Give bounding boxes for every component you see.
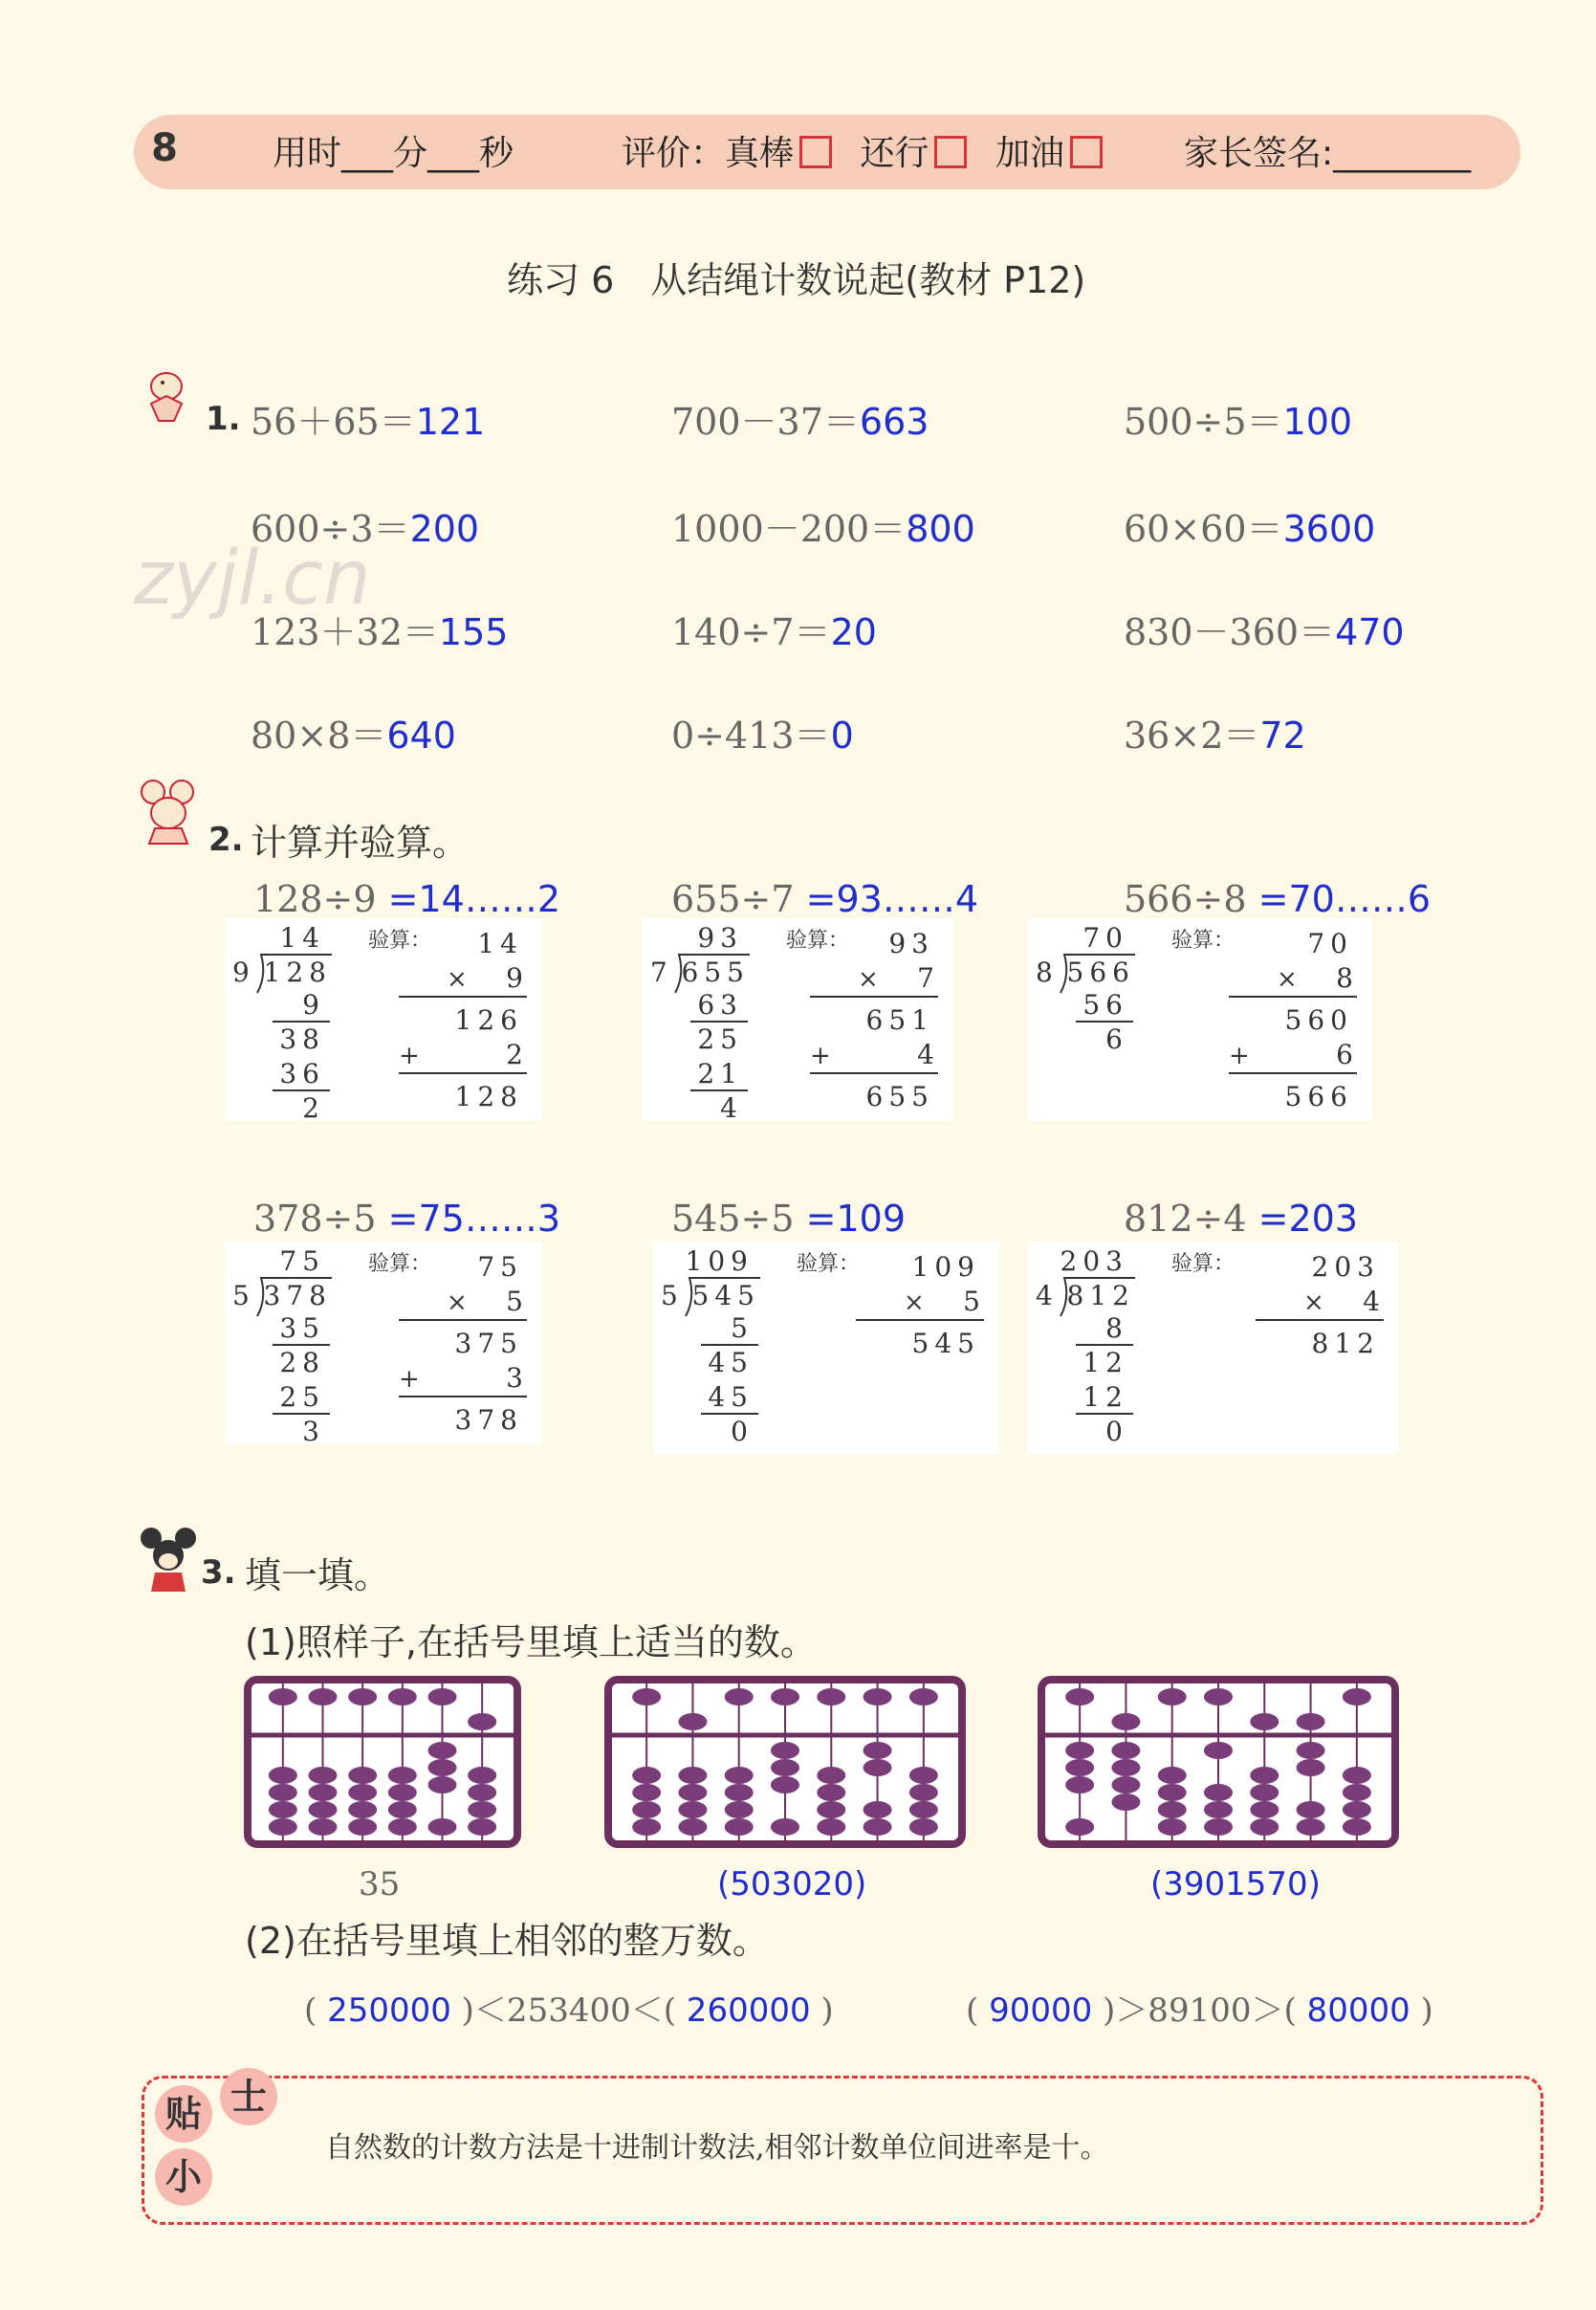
- check-value: 655: [865, 1081, 934, 1112]
- long-division-panel: [1028, 1242, 1399, 1454]
- abacus-lower-bead: [771, 1818, 799, 1836]
- q1-question: 60×60＝: [1124, 508, 1283, 550]
- abacus-upper-bead: [1343, 1688, 1371, 1705]
- q1-equation: [671, 603, 877, 655]
- q1-question: 80×8＝: [251, 715, 387, 757]
- abacus-lower-bead: [428, 1759, 457, 1776]
- check-value: 7: [917, 962, 934, 994]
- abacus-lower-bead: [309, 1818, 338, 1836]
- q1-equation: [1124, 603, 1405, 655]
- q1-answer: 640: [386, 715, 456, 757]
- paren-open: (: [1283, 1991, 1297, 2030]
- compare-row: [304, 1984, 834, 2031]
- abacus-lower-bead: [468, 1767, 496, 1784]
- abacus: [1038, 1676, 1399, 1848]
- abacus-lower-bead: [1204, 1742, 1233, 1759]
- abacus-upper-bead: [632, 1688, 661, 1705]
- abacus: [604, 1676, 966, 1848]
- check-times-icon: ×: [1303, 1288, 1324, 1317]
- check-label: 验算：: [1171, 1252, 1235, 1276]
- abacus-lower-bead: [1297, 1742, 1325, 1759]
- q2-answer: =93……4: [805, 878, 979, 920]
- q2-answer: =75……3: [387, 1198, 561, 1240]
- abacus-lower-bead: [817, 1767, 845, 1784]
- q1-question: 500÷5＝: [1124, 401, 1283, 443]
- abacus-lower-bead: [678, 1767, 707, 1784]
- division-step: 45: [708, 1347, 754, 1378]
- check-times-icon: ×: [447, 1288, 468, 1317]
- q2-question: 545÷5: [671, 1198, 806, 1240]
- abacus-lower-bead: [909, 1818, 938, 1836]
- division-step: 5: [731, 1312, 754, 1344]
- q2-question: 655÷7: [671, 878, 806, 920]
- page-number: 8: [151, 126, 178, 170]
- abacus-upper-bead: [678, 1713, 707, 1730]
- abacus-lower-bead: [1158, 1801, 1187, 1818]
- division-step: 2: [302, 1092, 325, 1121]
- division-step: 38: [279, 1023, 325, 1055]
- q1-equation: [251, 392, 485, 445]
- abacus-lower-bead: [1343, 1818, 1371, 1836]
- division-divisor: 7: [650, 957, 667, 988]
- check-value: 126: [454, 1004, 523, 1036]
- q1-answer: 200: [409, 508, 480, 550]
- abacus-lower-bead: [309, 1784, 338, 1801]
- abacus-label: (503020): [717, 1865, 867, 1903]
- abacus-lower-bead: [1297, 1818, 1325, 1836]
- q2-problem: [253, 878, 560, 920]
- abacus-lower-bead: [1343, 1767, 1371, 1784]
- q1-equation: [251, 603, 508, 655]
- division-step: 25: [697, 1023, 743, 1055]
- q2-problem: [1124, 1198, 1358, 1240]
- q2-title: 计算并验算。: [251, 822, 470, 864]
- check-value: 109: [911, 1251, 980, 1283]
- abacus-upper-bead: [1297, 1713, 1325, 1730]
- abacus-lower-bead: [1250, 1767, 1279, 1784]
- q1-equation: [251, 706, 456, 759]
- abacus-lower-bead: [1065, 1759, 1094, 1776]
- division-step: 45: [708, 1381, 754, 1413]
- abacus-upper-bead: [468, 1713, 496, 1730]
- paren-open: (: [304, 1991, 317, 2030]
- q1-question: 140÷7＝: [671, 611, 831, 653]
- check-value: 9: [506, 962, 523, 994]
- abacus-lower-bead: [864, 1801, 892, 1818]
- abacus-lower-bead: [1065, 1742, 1094, 1759]
- check-times-icon: ×: [858, 965, 879, 994]
- division-step: 6: [1105, 1023, 1128, 1055]
- q2-question: 566÷8: [1124, 878, 1258, 920]
- q1-answer: 155: [438, 611, 509, 653]
- watermark: zyjl.cn: [134, 536, 371, 622]
- paren-close: ): [820, 1991, 834, 2030]
- long-division-panel: [1028, 918, 1372, 1121]
- check-value: 4: [1363, 1286, 1380, 1317]
- abacus-lower-bead: [468, 1818, 496, 1836]
- abacus-lower-bead: [817, 1818, 845, 1836]
- abacus-upper-bead: [269, 1688, 297, 1705]
- compare-row: [966, 1984, 1433, 2031]
- abacus-lower-bead: [632, 1784, 661, 1801]
- q2-problem: [671, 878, 978, 920]
- abacus-upper-bead: [1111, 1713, 1140, 1730]
- duck-mascot-icon: [132, 358, 201, 427]
- division-step: 36: [279, 1058, 325, 1089]
- abacus-lower-bead: [348, 1784, 377, 1801]
- abacus-lower-bead: [1250, 1784, 1279, 1801]
- abacus-lower-bead: [864, 1818, 892, 1836]
- q1-equation: [671, 499, 975, 552]
- check-value: 3: [506, 1362, 523, 1394]
- abacus-lower-bead: [1111, 1742, 1140, 1759]
- abacus-lower-bead: [269, 1801, 297, 1818]
- abacus-label: (3901570): [1150, 1865, 1321, 1903]
- abacus-lower-bead: [909, 1767, 938, 1784]
- division-dividend: 812: [1066, 1280, 1135, 1311]
- q1-question: 123＋32＝: [251, 611, 439, 653]
- division-step: 0: [1105, 1416, 1128, 1447]
- abacus-upper-bead: [428, 1688, 457, 1705]
- compare-left-answer: 250000: [317, 1991, 462, 2030]
- check-value: 375: [454, 1328, 523, 1359]
- check-label: 验算：: [786, 929, 850, 953]
- abacus-upper-bead: [388, 1688, 417, 1705]
- eval-great-checkbox[interactable]: [799, 136, 832, 168]
- division-quotient: 70: [1082, 922, 1128, 954]
- check-value: 5: [506, 1286, 523, 1317]
- check-times-icon: ×: [447, 965, 468, 994]
- q2-problem: [253, 1198, 560, 1240]
- check-label: 验算：: [797, 1252, 861, 1276]
- paren-close: ): [1103, 1991, 1116, 2030]
- division-dividend: 128: [263, 957, 332, 988]
- abacus-lower-bead: [388, 1767, 417, 1784]
- division-step: 12: [1082, 1381, 1128, 1413]
- tip-text: 自然数的计数方法是十进制计数法,相邻计数单位间进率是十。: [325, 2131, 1109, 2165]
- q3-sub2: (2)在括号里填上相邻的整万数。: [245, 1920, 769, 1962]
- check-label: 验算：: [368, 1252, 432, 1276]
- abacus-lower-bead: [1297, 1759, 1325, 1776]
- division-step: 28: [279, 1347, 325, 1378]
- abacus-lower-bead: [909, 1784, 938, 1801]
- abacus-lower-bead: [771, 1759, 799, 1776]
- abacus-lower-bead: [909, 1801, 938, 1818]
- tip-seal-1: 贴: [155, 2085, 212, 2143]
- abacus: [244, 1676, 521, 1848]
- check-value: 378: [454, 1404, 523, 1436]
- abacus-lower-bead: [428, 1818, 457, 1836]
- abacus-lower-bead: [348, 1818, 377, 1836]
- abacus-upper-bead: [771, 1688, 799, 1705]
- check-value: 8: [1336, 962, 1353, 994]
- check-plus-icon: +: [810, 1042, 831, 1070]
- check-value: 812: [1311, 1328, 1380, 1359]
- abacus-lower-bead: [1158, 1818, 1187, 1836]
- division-step: 63: [697, 989, 743, 1021]
- q1-equation: [251, 499, 479, 552]
- abacus-lower-bead: [725, 1818, 754, 1836]
- division-step: 25: [279, 1381, 325, 1413]
- long-division-panel: [225, 1242, 542, 1444]
- check-value: 560: [1284, 1004, 1353, 1036]
- abacus-upper-bead: [909, 1688, 938, 1705]
- compare-right-answer: 80000: [1296, 1991, 1421, 2030]
- abacus-lower-bead: [725, 1784, 754, 1801]
- abacus-lower-bead: [1111, 1776, 1140, 1793]
- abacus-lower-bead: [1297, 1801, 1325, 1818]
- check-value: 545: [911, 1328, 980, 1359]
- compare-left-answer: 90000: [978, 1991, 1104, 2030]
- check-value: 2: [506, 1039, 523, 1070]
- abacus-lower-bead: [1065, 1776, 1094, 1793]
- long-division-panel: [225, 918, 542, 1121]
- abacus-lower-bead: [817, 1784, 845, 1801]
- q2-answer: =109: [805, 1198, 907, 1240]
- abacus-upper-bead: [1250, 1713, 1279, 1730]
- division-dividend: 378: [263, 1280, 332, 1311]
- division-step: 56: [1082, 989, 1128, 1021]
- division-dividend: 655: [681, 957, 750, 988]
- division-step: 35: [279, 1312, 325, 1344]
- abacus-upper-bead: [1158, 1688, 1187, 1705]
- abacus-lower-bead: [1204, 1818, 1233, 1836]
- q1-answer: 100: [1282, 401, 1353, 443]
- eval-try-checkbox[interactable]: [1070, 136, 1103, 168]
- division-step: 4: [720, 1092, 743, 1121]
- abacus-lower-bead: [725, 1801, 754, 1818]
- division-step: 21: [697, 1058, 743, 1089]
- q2-problem: [1124, 878, 1431, 920]
- division-quotient: 109: [685, 1245, 754, 1277]
- division-dividend: 545: [691, 1280, 760, 1311]
- abacus-upper-bead: [864, 1688, 892, 1705]
- division-quotient: 75: [279, 1245, 325, 1277]
- division-step: 9: [302, 989, 325, 1021]
- abacus-lower-bead: [468, 1784, 496, 1801]
- long-division-panel: [643, 918, 953, 1121]
- abacus-lower-bead: [817, 1801, 845, 1818]
- q2-question: 812÷4: [1124, 1198, 1258, 1240]
- abacus-upper-bead: [725, 1688, 754, 1705]
- division-divisor: 8: [1036, 957, 1053, 988]
- mickey-mascot-icon: [134, 1525, 203, 1594]
- check-value: 6: [1336, 1039, 1353, 1070]
- q1-question: 56＋65＝: [251, 401, 416, 443]
- compare-middle: ＜253400＜: [473, 1991, 664, 2030]
- q2-answer: =70……6: [1257, 878, 1432, 920]
- division-step: 3: [302, 1416, 325, 1444]
- check-value: 128: [454, 1081, 523, 1112]
- q2-question: 128÷9: [253, 878, 388, 920]
- abacus-lower-bead: [771, 1742, 799, 1759]
- eval-ok-label: 还行: [860, 134, 929, 173]
- tip-seal-2: 士: [220, 2068, 277, 2125]
- q1-equation: [1124, 706, 1306, 759]
- q1-answer: 800: [906, 508, 975, 550]
- q2-question: 378÷5: [253, 1198, 388, 1240]
- q2-problem: [671, 1198, 906, 1240]
- abacus-lower-bead: [1065, 1818, 1094, 1836]
- abacus-upper-bead: [817, 1688, 845, 1705]
- check-plus-icon: +: [399, 1042, 420, 1070]
- abacus-lower-bead: [725, 1767, 754, 1784]
- q1-equation: [1124, 499, 1375, 552]
- abacus-lower-bead: [678, 1784, 707, 1801]
- abacus-lower-bead: [388, 1801, 417, 1818]
- eval-ok-checkbox[interactable]: [934, 136, 967, 168]
- abacus-lower-bead: [269, 1767, 297, 1784]
- q1-equation: [1124, 392, 1352, 445]
- division-quotient: 203: [1060, 1245, 1128, 1277]
- q1-number: 1.: [206, 400, 241, 438]
- q2-answer: =203: [1257, 1198, 1359, 1240]
- check-value: 14: [477, 928, 523, 959]
- q2-number: 2.: [208, 821, 244, 859]
- abacus-lower-bead: [1111, 1793, 1140, 1811]
- q1-question: 1000－200＝: [671, 508, 907, 550]
- check-times-icon: ×: [904, 1288, 925, 1317]
- q1-answer: 20: [830, 611, 877, 653]
- check-label: 验算：: [368, 929, 432, 953]
- division-divisor: 5: [232, 1280, 250, 1311]
- q1-question: 700－37＝: [671, 401, 860, 443]
- abacus-lower-bead: [348, 1767, 377, 1784]
- evaluation: [622, 126, 1103, 175]
- q1-equation: [671, 392, 929, 445]
- abacus-lower-bead: [632, 1801, 661, 1818]
- q1-question: 600÷3＝: [251, 508, 410, 550]
- abacus-lower-bead: [1158, 1767, 1187, 1784]
- q1-answer: 3600: [1282, 508, 1376, 550]
- check-value: 203: [1311, 1251, 1380, 1283]
- q1-answer: 72: [1259, 715, 1306, 757]
- q1-question: 36×2＝: [1124, 715, 1260, 757]
- check-plus-icon: +: [399, 1365, 420, 1394]
- compare-middle: ＞89100＞: [1115, 1991, 1284, 2030]
- eval-try-label: 加油: [995, 134, 1064, 173]
- abacus-lower-bead: [468, 1801, 496, 1818]
- paren-open: (: [966, 1991, 979, 2030]
- abacus-lower-bead: [632, 1818, 661, 1836]
- paren-close: ): [1420, 1991, 1433, 2030]
- q1-answer: 121: [415, 401, 486, 443]
- tip-seal-3: 小: [155, 2148, 212, 2206]
- abacus-lower-bead: [269, 1784, 297, 1801]
- abacus-lower-bead: [864, 1742, 892, 1759]
- mouse-mascot-icon: [134, 777, 203, 846]
- division-quotient: 93: [697, 922, 743, 954]
- abacus-lower-bead: [678, 1801, 707, 1818]
- abacus-lower-bead: [632, 1767, 661, 1784]
- division-divisor: 9: [232, 957, 250, 988]
- time-label: 用时___分___秒: [273, 134, 514, 173]
- division-dividend: 566: [1066, 957, 1135, 988]
- check-times-icon: ×: [1277, 965, 1298, 994]
- check-value: 5: [963, 1286, 980, 1317]
- abacus-lower-bead: [428, 1776, 457, 1793]
- abacus-upper-bead: [1204, 1688, 1233, 1705]
- abacus-lower-bead: [1204, 1801, 1233, 1818]
- abacus-lower-bead: [1111, 1759, 1140, 1776]
- q3-sub1: (1)照样子,在括号里填上适当的数。: [245, 1621, 817, 1663]
- q1-answer: 470: [1335, 611, 1405, 653]
- q3-title: 填一填。: [245, 1554, 391, 1596]
- abacus-lower-bead: [771, 1776, 799, 1793]
- abacus-lower-bead: [1343, 1784, 1371, 1801]
- abacus-lower-bead: [269, 1818, 297, 1836]
- abacus-upper-bead: [1065, 1688, 1094, 1705]
- abacus-lower-bead: [428, 1742, 457, 1759]
- q1-answer: 0: [830, 715, 854, 757]
- q1-question: 830－360＝: [1124, 611, 1336, 653]
- abacus-upper-bead: [348, 1688, 377, 1705]
- division-divisor: 4: [1036, 1280, 1053, 1311]
- abacus-lower-bead: [1250, 1801, 1279, 1818]
- division-step: 12: [1082, 1347, 1128, 1378]
- check-value: 75: [477, 1251, 523, 1283]
- abacus-upper-bead: [309, 1688, 338, 1705]
- check-value: 651: [865, 1004, 934, 1036]
- q1-question: 0÷413＝: [671, 715, 831, 757]
- abacus-lower-bead: [678, 1818, 707, 1836]
- q3-number: 3.: [201, 1553, 236, 1592]
- abacus-lower-bead: [348, 1801, 377, 1818]
- abacus-lower-bead: [1158, 1784, 1187, 1801]
- exercise-title: 练习 6 从结绳计数说起(教材 P12): [507, 259, 1086, 301]
- abacus-lower-bead: [388, 1818, 417, 1836]
- abacus-lower-bead: [1343, 1801, 1371, 1818]
- abacus-label: 35: [359, 1865, 401, 1903]
- q2-answer: =14……2: [387, 878, 561, 920]
- parent-signature: 家长签名:________: [1184, 134, 1472, 173]
- q1-equation: [671, 706, 854, 759]
- division-quotient: 14: [279, 922, 325, 954]
- check-plus-icon: +: [1229, 1042, 1250, 1070]
- check-value: 70: [1307, 928, 1353, 959]
- check-label: 验算：: [1171, 929, 1235, 953]
- q1-answer: 663: [859, 401, 929, 443]
- abacus-lower-bead: [1204, 1784, 1233, 1801]
- abacus-lower-bead: [309, 1801, 338, 1818]
- check-value: 93: [888, 928, 934, 959]
- check-value: 566: [1284, 1081, 1353, 1112]
- paren-open: (: [663, 1991, 676, 2030]
- division-divisor: 5: [661, 1280, 678, 1311]
- abacus-lower-bead: [1250, 1818, 1279, 1836]
- long-division-panel: [653, 1242, 999, 1454]
- paren-close: ): [461, 1991, 474, 2030]
- abacus-lower-bead: [864, 1759, 892, 1776]
- abacus-lower-bead: [388, 1784, 417, 1801]
- compare-right-answer: 260000: [676, 1991, 821, 2030]
- division-step: 8: [1105, 1312, 1128, 1344]
- division-step: 0: [731, 1416, 754, 1447]
- eval-great-label: 评价：真棒: [622, 134, 795, 173]
- check-value: 4: [917, 1039, 934, 1070]
- abacus-lower-bead: [309, 1767, 338, 1784]
